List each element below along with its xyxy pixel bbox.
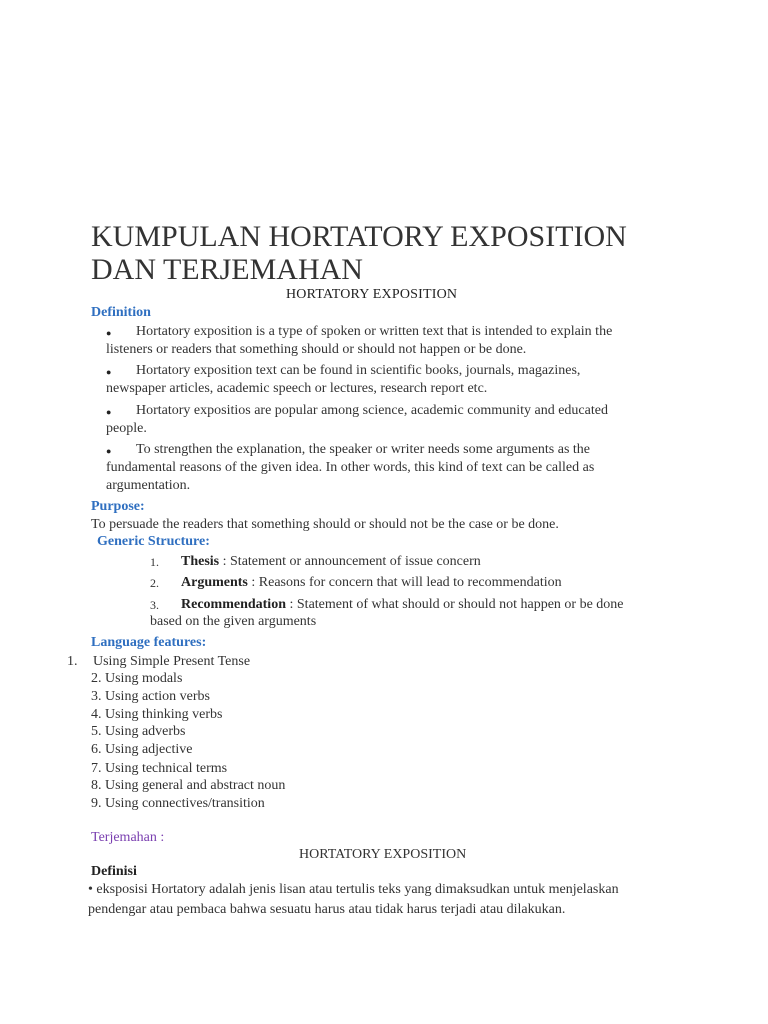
definition-heading: Definition (91, 305, 151, 320)
generic-item-desc: : Statement or announcement of issue concern (219, 554, 481, 569)
language-feature-7: 7. Using technical terms (91, 761, 228, 776)
generic-item-term: Arguments (181, 575, 248, 590)
list-number: 1. (150, 555, 159, 569)
definition-bullet-2: Hortatory exposition text can be found in scientific books, journals, magazines, newspaper articles, academic speech or lectures, research report etc. (106, 363, 581, 396)
generic-item-recommendation-cont: based on the given arguments (150, 614, 317, 629)
generic-item-term: Thesis (181, 554, 220, 569)
list-number: 3. (150, 598, 159, 612)
language-feature-2: 2. Using modals (91, 671, 183, 686)
generic-structure-heading: Generic Structure: (97, 534, 210, 549)
definisi-line-1: • eksposisi Hortatory adalah jenis lisan atau tertulis teks yang dimaksudkan untuk menjelaskan (88, 882, 619, 897)
generic-item-recommendation (181, 596, 624, 614)
language-feature-1: Using Simple Present Tense (93, 654, 251, 669)
section-subtitle: HORTATORY EXPOSITION (286, 287, 458, 302)
purpose-heading: Purpose: (91, 499, 145, 514)
bullet-icon: ● (106, 407, 112, 417)
language-feature-4: 4. Using thinking verbs (91, 707, 223, 722)
list-number: 2. (150, 576, 159, 590)
generic-item-desc: : Reasons for concern that will lead to recommendation (247, 575, 562, 590)
document-title-line-2: DAN TERJEMAHAN (91, 253, 363, 286)
definition-bullet-4: To strengthen the explanation, the speaker or writer needs some arguments as the fundamental reasons of the given idea. In other words, this kind of text can be called as argumentation. (106, 442, 595, 493)
bullet-icon: ● (106, 328, 112, 338)
language-feature-8: 8. Using general and abstract noun (91, 778, 286, 793)
generic-item-term: Recommendation (181, 597, 286, 612)
purpose-text: To persuade the readers that something should or should not be the case or be done. (91, 517, 559, 532)
document-title-line-1: KUMPULAN HORTATORY EXPOSITION (91, 220, 627, 253)
terjemahan-heading: Terjemahan : (91, 830, 165, 845)
definisi-heading: Definisi (91, 864, 137, 879)
definisi-line-2: pendengar atau pembaca bahwa sesuatu harus atau tidak harus terjadi atau dilakukan. (88, 902, 566, 917)
definition-bullet-1: Hortatory exposition is a type of spoken or written text that is intended to explain the listeners or readers that something should or should not happen or be done. (106, 324, 613, 357)
generic-item-desc: : Statement of what should or should not happen or be done (286, 597, 624, 612)
generic-item-thesis (181, 553, 481, 571)
definition-bullet-3: Hortatory expositios are popular among science, academic community and educated people. (106, 403, 608, 436)
generic-item-arguments (181, 574, 562, 592)
language-features-heading: Language features: (91, 635, 207, 650)
language-feature-3: 3. Using action verbs (91, 689, 210, 704)
language-feature-6: 6. Using adjective (91, 742, 193, 757)
terjemahan-subtitle: HORTATORY EXPOSITION (299, 847, 467, 862)
bullet-icon: ● (106, 446, 112, 456)
bullet-icon: ● (106, 367, 112, 377)
language-feature-5: 5. Using adverbs (91, 724, 186, 739)
language-feature-9: 9. Using connectives/transition (91, 796, 265, 811)
list-number: 1. (67, 654, 78, 669)
